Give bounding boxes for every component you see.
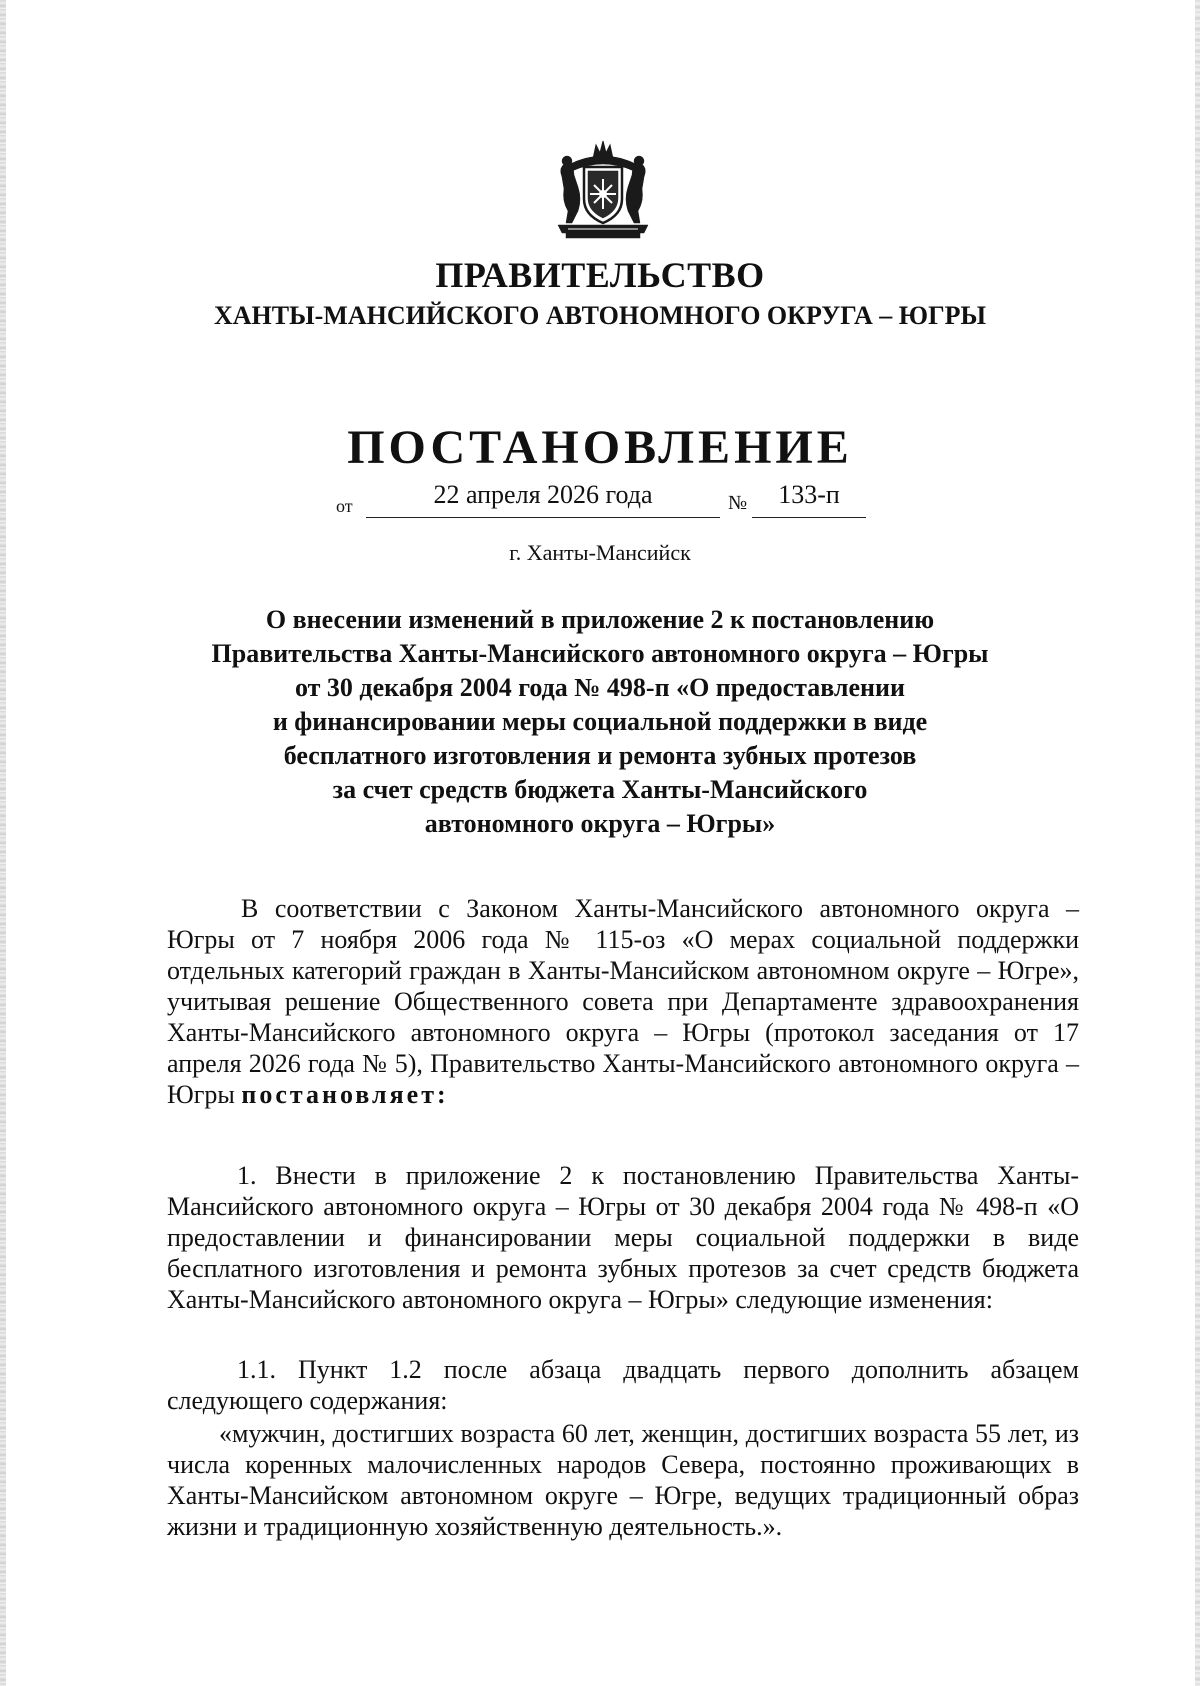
quoted-amendment-paragraph: «мужчин, достигших возраста 60 лет, женщин, достигших возраста 55 лет, из числа коренных малочисленных народов Севера, постоянно проживающих в Ханты-Мансийском автономном округе – Югре, ведущих традиционный образ жизни и традиционную хозяйственную деятельность.». (167, 1419, 1079, 1541)
subject-line: от 30 декабря 2004 года № 498-п «О предоставлении (295, 673, 905, 702)
item-1-paragraph: 1. Внести в приложение 2 к постановлению Правительства Ханты-Мансийского автономного округа – Югры от 30 декабря 2004 года № 498-п «О предоставлении и финансировании меры социальной поддержки в виде бесплатного изготовления и ремонта зубных протезов за счет средств бюджета Ханты-Мансийского автономного округа – Югры» следующие изменения: (167, 1161, 1079, 1314)
document-number: 133-п (752, 480, 866, 518)
document-type-title: ПОСТАНОВЛЕНИЕ (347, 421, 853, 474)
subject-line: О внесении изменений в приложение 2 к постановлению (265, 605, 935, 634)
item-1-1-paragraph: 1.1. Пункт 1.2 после абзаца двадцать первого дополнить абзацем следующего содержания: (167, 1355, 1079, 1415)
subject-line: бесплатного изготовления и ремонта зубных протезов (283, 741, 917, 770)
city-label: г. Ханты-Мансийск (509, 540, 691, 565)
subject-line: за счет средств бюджета Ханты-Мансийского (332, 775, 868, 804)
document-subject (150, 603, 1050, 841)
subject-line: автономного округа – Югры» (424, 809, 776, 838)
government-title: ПРАВИТЕЛЬСТВО (435, 255, 765, 295)
scan-edge-left (0, 0, 6, 1686)
scan-edge-right (1195, 0, 1200, 1686)
date-number-row (336, 480, 876, 520)
intro-text: В соответствии с Законом Ханты-Мансийского автономного округа – Югры от 7 ноября 2006 года № 115-оз «О мерах социальной поддержки отдельных категорий граждан в Ханты-Мансийском автономном округе – Югре», учитывая решение Общественного совета при Департаменте здравоохранения Ханты-Мансийского автономного округа – Югры (протокол заседания от 17 апреля 2026 года № 5), Правительство Ханты-Мансийского автономного округа – Югры (167, 894, 1079, 1109)
number-sign-label: № (728, 492, 748, 514)
intro-paragraph (167, 893, 1079, 1110)
subject-line: и финансировании меры социальной поддержки в виде (272, 707, 928, 736)
coat-of-arms-icon (548, 137, 658, 240)
date-prefix-label: от (336, 496, 353, 516)
resolution-verb: постановляет: (241, 1080, 449, 1109)
subject-line: Правительства Ханты-Мансийского автономного округа – Югры (211, 639, 989, 668)
document-date: 22 апреля 2026 года (366, 480, 720, 518)
region-title: ХАНТЫ-МАНСИЙСКОГО АВТОНОМНОГО ОКРУГА – ЮГРЫ (213, 301, 987, 330)
